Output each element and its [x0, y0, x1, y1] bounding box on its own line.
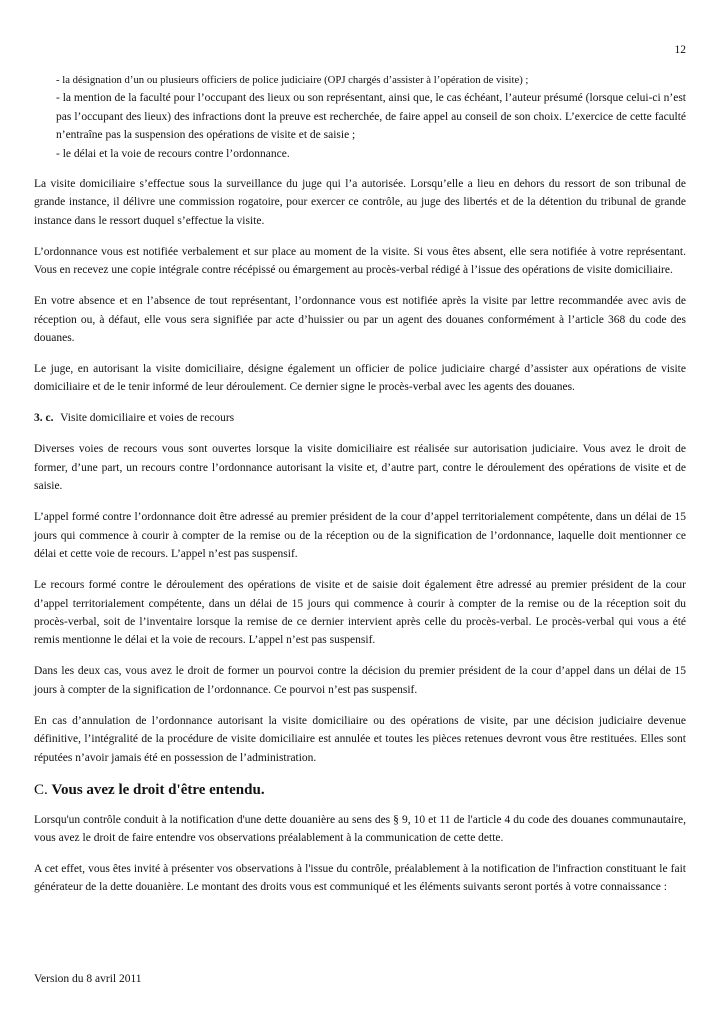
section-heading — [34, 780, 686, 801]
list-item: - la mention de la faculté pour l’occupant des lieux ou son représentant, ainsi que, le cas échéant, l’auteur présumé (lorsque celui-ci n’est pas l’occupant des lieux) des infractions dont la preuve est recherchée, de faire appel au conseil de son choix. L’exercice de cette faculté n’entraîne pas la suspension des opérations de visite et de saisie ; — [56, 92, 686, 142]
paragraph: A cet effet, vous êtes invité à présenter vos observations à l'issue du contrôle, préalablement à la notification de l'infraction constituant le fait générateur de la dette douanière. Le montant des droits vous est communiqué et les éléments suivants seront portés à votre connaissance : — [34, 862, 686, 894]
paragraph: La visite domiciliaire s’effectue sous la surveillance du juge qui l’a autorisée. Lorsqu’elle a lieu en dehors du ressort de son tribunal de grande instance, il délivre une commission rogatoire, pour exercer ce contrôle, au juge des libertés et de la détention du tribunal de grande instance dans le ressort duquel s’effectue la visite. — [34, 178, 686, 227]
paragraph: Le recours formé contre le déroulement des opérations de visite et de saisie doit également être adressé au premier président de la cour d’appel territorialement compétente, dans un délai de 15 jours qui commence à courir à compter de la remise ou de la réception soit du procès-verbal, soit de l’inventaire lorsque la remise de ce dernier intervient après celle du procès-verbal. Le procès-verbal qui vous a été remis mentionne le délai et la voie de recours. L’appel n’est pas suspensif. — [34, 579, 686, 647]
paragraph: Dans les deux cas, vous avez le droit de former un pourvoi contre la décision du premier président de la cour d’appel dans un délai de 15 jours à compter de la signification de l’ordonnance. Ce pourvoi n’est pas suspensif. — [34, 665, 686, 696]
subsection-title: Visite domiciliaire et voies de recours — [60, 412, 235, 425]
ordonnance-mentions-list — [56, 71, 686, 163]
paragraph: En cas d’annulation de l’ordonnance autorisant la visite domiciliaire ou des opérations de visite, par une décision judiciaire devenue définitive, l’intégralité de la procédure de visite domiciliaire est annulée et toutes les pièces retenues devront vous être restituées. Elles sont réputées n’avoir jamais été en possession de l’administration. — [34, 714, 686, 764]
subsection-number: 3. c. — [34, 412, 54, 425]
page-number: 12 — [674, 44, 686, 56]
subsection-heading — [34, 409, 686, 427]
paragraph: L’appel formé contre l’ordonnance doit être adressé au premier président de la cour d’appel territorialement compétente, dans un délai de 15 jours qui commence à courir à compter de la remise ou de la réception ou de la signification de l’ordonnance, laquelle doit mentionner ce délai et cette voie de recours. L’appel n’est pas suspensif. — [34, 511, 686, 561]
section-letter: C. — [34, 781, 48, 798]
list-item: - le délai et la voie de recours contre l’ordonnance. — [56, 147, 290, 160]
paragraph: Diverses voies de recours vous sont ouvertes lorsque la visite domiciliaire est réalisée sur autorisation judiciaire. Vous avez le droit de former, d’une part, un recours contre l’ordonnance autorisant la visite et, d’autre part, contre le déroulement des opérations de visite et de saisie. — [34, 443, 686, 493]
footer-version: Version du 8 avril 2011 — [34, 973, 142, 985]
section-title: Vous avez le droit d'être entendu. — [51, 781, 265, 798]
paragraph: En votre absence et en l’absence de tout représentant, l’ordonnance vous est notifiée après la visite par lettre recommandée avec avis de réception ou, à défaut, elle vous sera signifiée par acte d’huissier ou par un agent des douanes conformément à l’article 368 du code des douanes. — [34, 295, 686, 345]
list-item: - la désignation d’un ou plusieurs officiers de police judiciaire (OPJ chargés d’assister à l’opération de visite) ; — [56, 74, 529, 86]
paragraph: Lorsqu'un contrôle conduit à la notification d'une dette douanière au sens des § 9, 10 et 11 de l'article 4 du code des douanes communautaire, vous avez le droit de faire entendre vos observations préalablement à la communication de cette dette. — [34, 813, 686, 844]
paragraph: L’ordonnance vous est notifiée verbalement et sur place au moment de la visite. Si vous êtes absent, elle sera notifiée à votre représentant. Vous en recevez une copie intégrale contre récépissé ou émargement au procès-verbal rédigé à l’issue des opérations de visite domiciliaire. — [34, 245, 686, 277]
document-body — [34, 71, 686, 909]
paragraph: Le juge, en autorisant la visite domiciliaire, désigne également un officier de police judiciaire chargé d’assister aux opérations de visite domiciliaire et de le tenir informé de leur déroulement. Ce dernier signe le procès-verbal avec les agents des douanes. — [34, 363, 686, 394]
